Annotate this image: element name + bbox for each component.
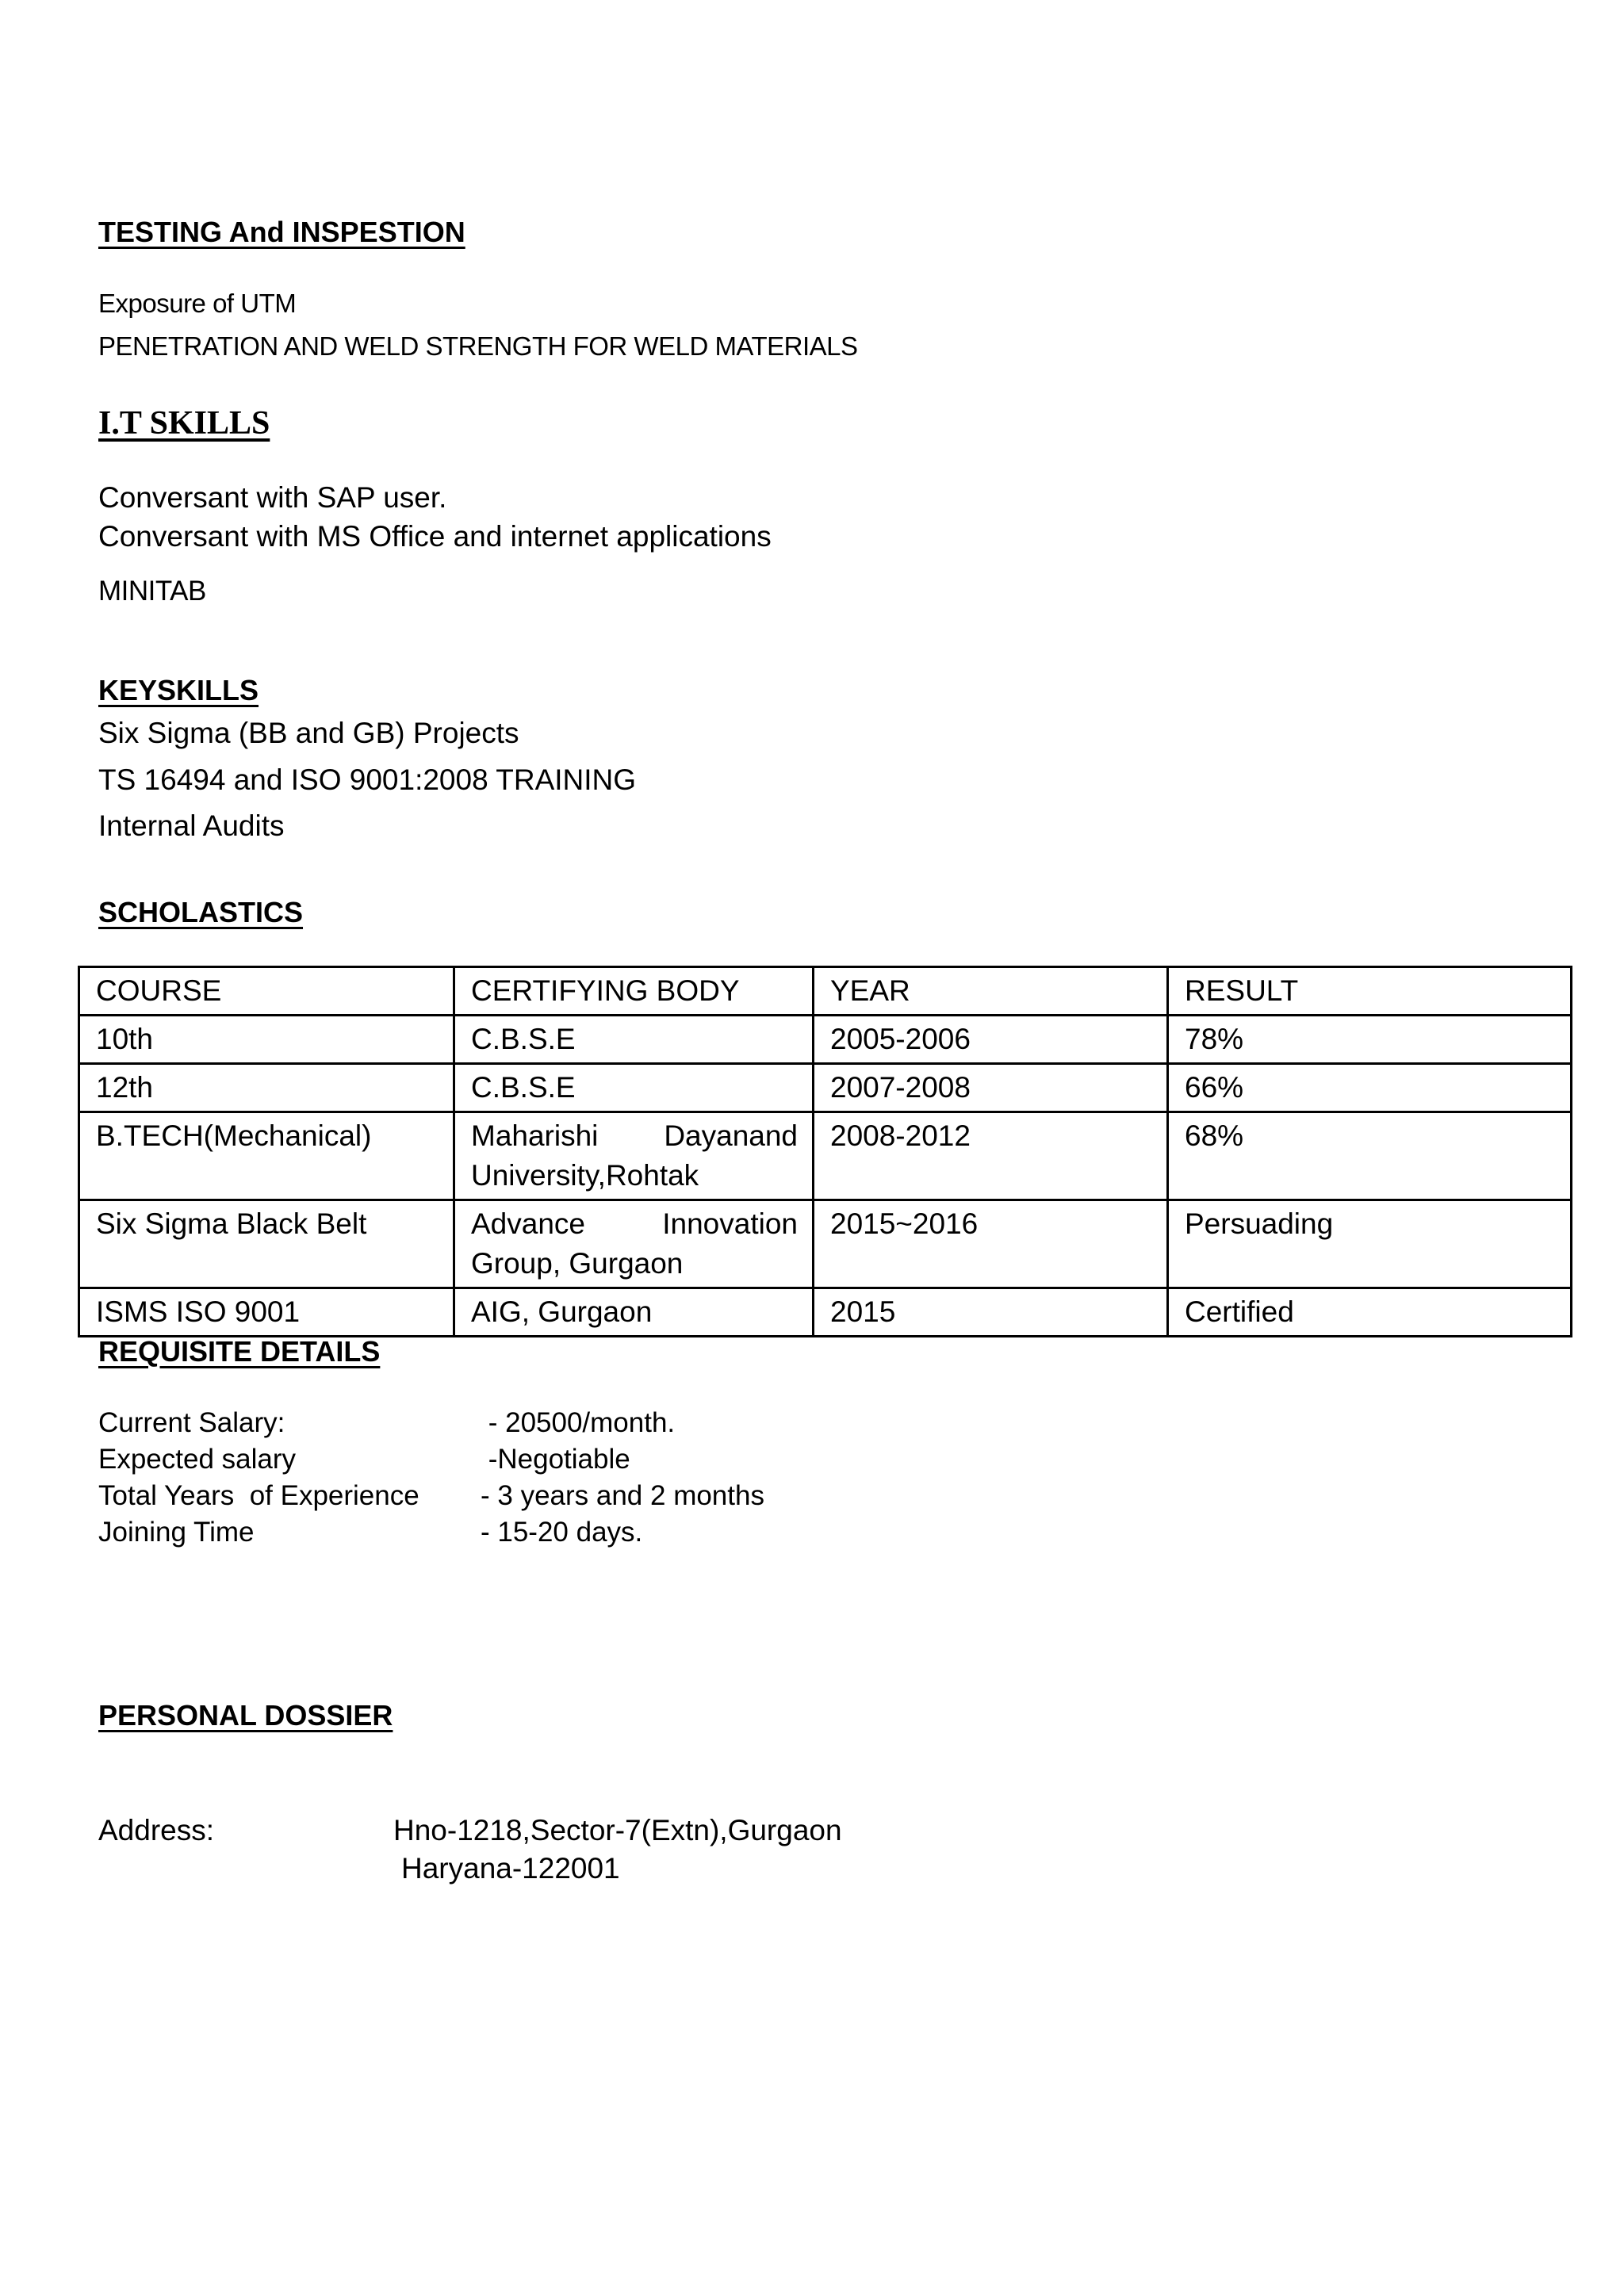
testing-line: Exposure of UTM xyxy=(98,289,297,318)
course-cell: Six Sigma Black Belt xyxy=(79,1200,454,1288)
body-cell: C.B.S.E xyxy=(454,1064,814,1112)
requisite-value: -Negotiable xyxy=(481,1444,630,1475)
body-cell: C.B.S.E xyxy=(454,1016,814,1064)
body-cell-word: Advance xyxy=(471,1207,585,1240)
result-cell: Certified xyxy=(1168,1288,1572,1337)
result-cell: 66% xyxy=(1168,1064,1572,1112)
table-row xyxy=(79,1016,1572,1064)
requisite-label: Joining Time xyxy=(98,1517,255,1548)
year-cell: 2015~2016 xyxy=(814,1200,1168,1288)
it-skill-line: Conversant with SAP user. xyxy=(98,481,447,514)
year-cell: 2008-2012 xyxy=(814,1112,1168,1200)
course-cell: 12th xyxy=(79,1064,454,1112)
body-cell-word: Innovation xyxy=(662,1207,798,1240)
column-header: RESULT xyxy=(1168,967,1572,1016)
personal-heading: PERSONAL DOSSIER xyxy=(98,1699,393,1732)
it-skills-heading: I.T SKILLS xyxy=(98,405,270,442)
requisite-value: - 20500/month. xyxy=(481,1407,676,1438)
result-cell: 78% xyxy=(1168,1016,1572,1064)
requisite-label: Current Salary: xyxy=(98,1407,285,1438)
year-cell: 2015 xyxy=(814,1288,1168,1337)
requisite-value: - 15-20 days. xyxy=(481,1517,643,1548)
keyskill-line: TS 16494 and ISO 9001:2008 TRAINING xyxy=(98,763,637,796)
result-cell: Persuading xyxy=(1168,1200,1572,1288)
it-skill-line: MINITAB xyxy=(98,576,206,607)
address-line: Hno-1218,Sector-7(Extn),Gurgaon xyxy=(393,1814,842,1846)
course-cell: B.TECH(Mechanical) xyxy=(79,1112,454,1200)
requisite-heading: REQUISITE DETAILS xyxy=(98,1335,381,1368)
address-line: Haryana-122001 xyxy=(401,1852,620,1885)
keyskills-heading: KEYSKILLS xyxy=(98,674,259,706)
column-header: YEAR xyxy=(814,967,1168,1016)
requisite-label: Expected salary xyxy=(98,1444,297,1475)
table-header-row xyxy=(79,967,1572,1016)
body-cell-word: Maharishi xyxy=(471,1119,599,1152)
body-cell-line: University,Rohtak xyxy=(471,1159,699,1192)
requisite-label: Total Years of Experience xyxy=(98,1480,419,1511)
table-row xyxy=(79,1064,1572,1112)
table-row xyxy=(79,1112,1572,1200)
table-row xyxy=(79,1200,1572,1288)
address-label: Address: xyxy=(98,1814,215,1846)
table-row xyxy=(79,1288,1572,1337)
body-cell: AIG, Gurgaon xyxy=(454,1288,814,1337)
scholastics-table xyxy=(78,966,1570,1337)
it-skill-line: Conversant with MS Office and internet applications xyxy=(98,520,772,553)
body-cell xyxy=(454,1112,814,1200)
body-cell-line: Group, Gurgaon xyxy=(471,1247,684,1280)
course-cell: ISMS ISO 9001 xyxy=(79,1288,454,1337)
column-header: CERTIFYING BODY xyxy=(454,967,814,1016)
requisite-value: - 3 years and 2 months xyxy=(481,1480,764,1511)
year-cell: 2007-2008 xyxy=(814,1064,1168,1112)
testing-heading: TESTING And INSPESTION xyxy=(98,216,465,248)
testing-line: PENETRATION AND WELD STRENGTH FOR WELD MATERIALS xyxy=(98,331,858,361)
column-header: COURSE xyxy=(79,967,454,1016)
body-cell-word: Dayanand xyxy=(664,1119,798,1152)
course-cell: 10th xyxy=(79,1016,454,1064)
result-cell: 68% xyxy=(1168,1112,1572,1200)
keyskill-line: Six Sigma (BB and GB) Projects xyxy=(98,717,519,749)
keyskill-line: Internal Audits xyxy=(98,809,285,842)
year-cell: 2005-2006 xyxy=(814,1016,1168,1064)
scholastics-heading: SCHOLASTICS xyxy=(98,896,304,928)
body-cell xyxy=(454,1200,814,1288)
